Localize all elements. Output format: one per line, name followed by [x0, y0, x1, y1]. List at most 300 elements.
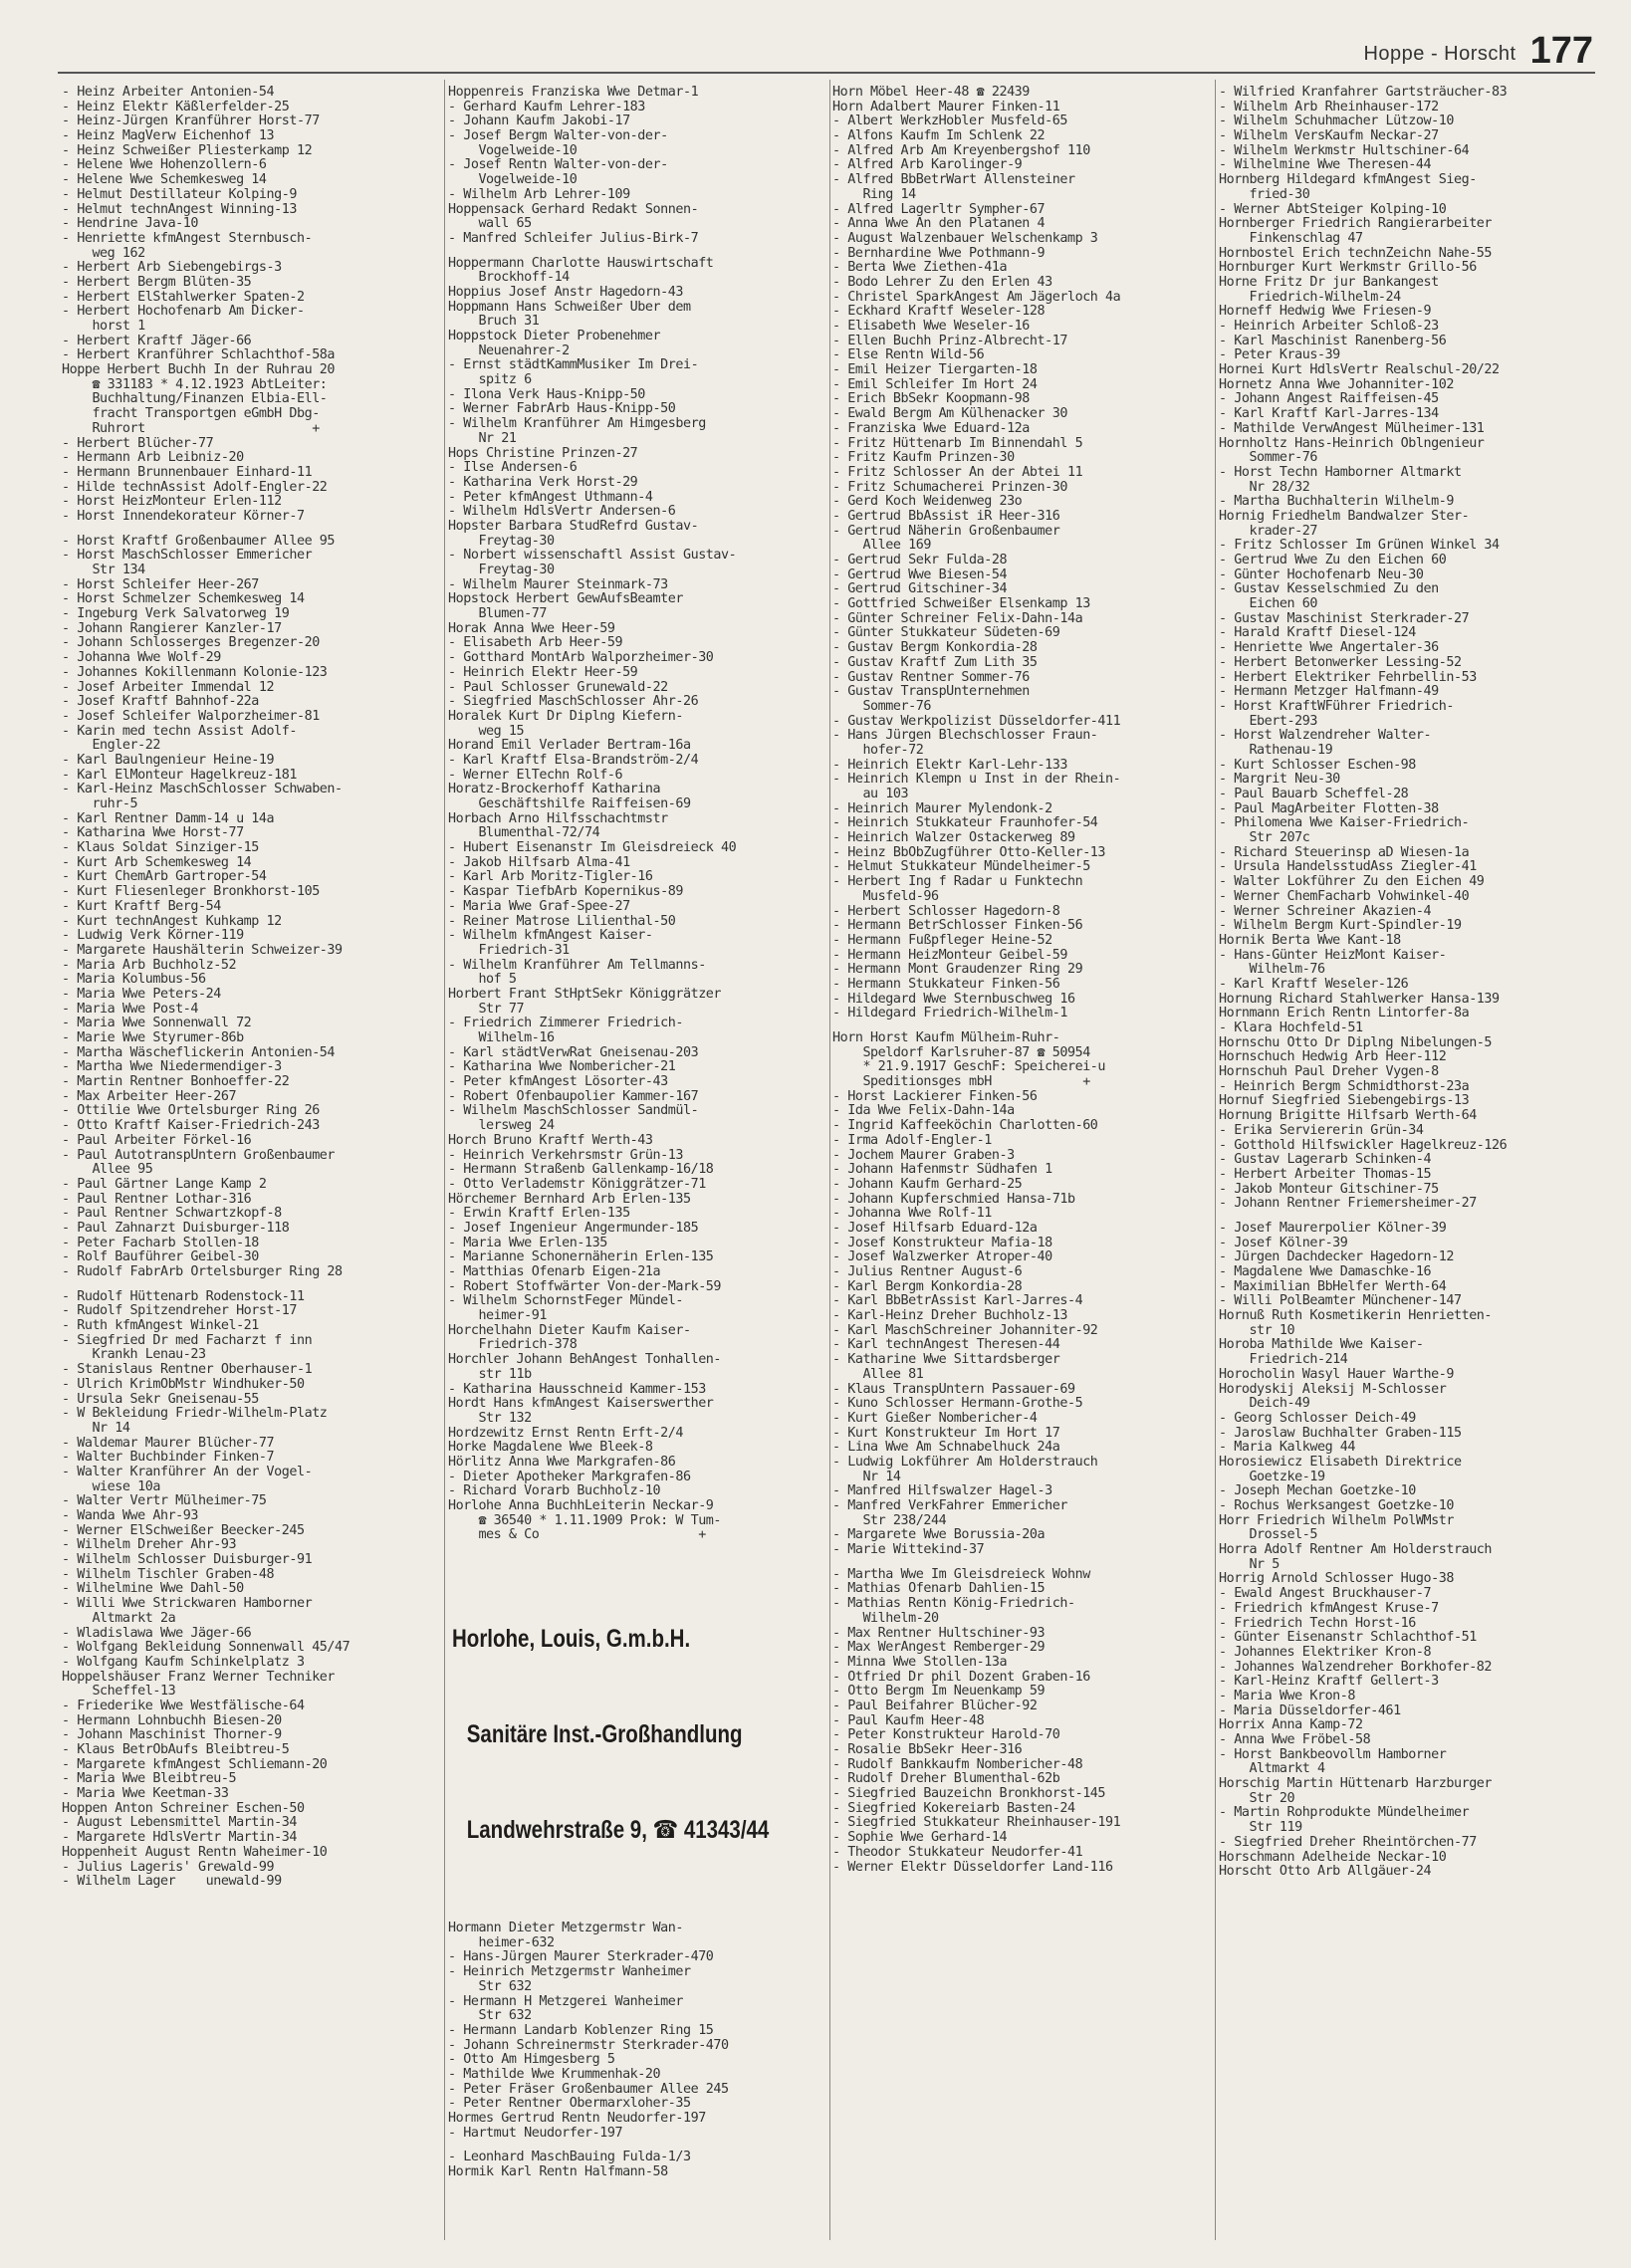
- directory-entry-line: Hornung Brigitte Hilfsarb Werth-64: [1219, 1109, 1477, 1124]
- directory-entry-line: - Herbert Bergm Blüten-35: [62, 275, 252, 290]
- directory-entry-line: - Wilhelm MaschSchlosser Sandmül-: [448, 1104, 699, 1119]
- directory-entry-line: - Minna Wwe Stollen-13a: [832, 1655, 1008, 1670]
- column-divider: [444, 80, 445, 2240]
- directory-entry-line: - Otto Bergm Im Neuenkamp 59: [832, 1685, 1046, 1700]
- directory-entry-line: - Franziska Wwe Eduard-12a: [832, 421, 1030, 436]
- directory-entry-line: lersweg 24: [448, 1119, 555, 1134]
- directory-entry-line: - Bernhardine Wwe Pothmann-9: [832, 246, 1046, 261]
- directory-entry-line: - Johann Rangierer Kanzler-17: [62, 621, 282, 636]
- directory-entry-line: - Kuno Schlosser Hermann-Grothe-5: [832, 1397, 1083, 1412]
- directory-entry-line: Ruhrort +: [62, 421, 320, 436]
- directory-entry-line: - Johanna Wwe Rolf-11: [832, 1207, 992, 1222]
- directory-entry-line: - Heinrich Elektr Heer-59: [448, 665, 638, 680]
- section-gap: [448, 247, 826, 257]
- directory-entry-line: - Herbert Betonwerker Lessing-52: [1219, 655, 1462, 670]
- directory-entry-line: - Wolfgang Bekleidung Sonnenwall 45/47: [62, 1641, 350, 1656]
- directory-entry-line: - Josef Bergm Walter-von-der-: [448, 129, 668, 144]
- directory-entry-line: - Hermann Mont Graudenzer Ring 29: [832, 963, 1083, 978]
- directory-entry-line: Hoppenreis Franziska Wwe Detmar-1: [448, 86, 699, 100]
- directory-entry-line: - Fritz Schumacherei Prinzen-30: [832, 480, 1067, 495]
- directory-entry-line: - Albert WerkzHobler Musfeld-65: [832, 114, 1067, 129]
- directory-entry-line: - Horst Kraftf Großenbaumer Allee 95: [62, 534, 336, 549]
- directory-entry-line: hof 5: [448, 973, 517, 988]
- directory-entry-line: - Heinz MagVerw Eichenhof 13: [62, 129, 275, 144]
- directory-entry-line: Brockhoff-14: [448, 271, 570, 286]
- directory-entry-line: - Richard Steuerinsp aD Wiesen-1a: [1219, 845, 1470, 860]
- directory-entry-line: - Emil Heizer Tiergarten-18: [832, 363, 1038, 378]
- column-divider: [1215, 80, 1216, 2240]
- directory-entry-line: - Emil Schleifer Im Hort 24: [832, 377, 1038, 392]
- directory-entry-line: - Jochem Maurer Graben-3: [832, 1148, 1015, 1163]
- directory-entry-line: - Alfred BbBetrWart Allensteiner: [832, 173, 1075, 188]
- directory-entry-line: - Heinrich Arbeiter Schloß-23: [1219, 320, 1439, 334]
- directory-entry-line: - Johann Angest Raiffeisen-45: [1219, 392, 1439, 407]
- directory-entry-line: - Paul Schlosser Grunewald-22: [448, 680, 668, 695]
- directory-entry-line: - Hilde technAssist Adolf-Engler-22: [62, 480, 328, 495]
- directory-entry-line: Horbert Frant StHptSekr Königgrätzer: [448, 987, 722, 1002]
- directory-entry-line: - Theodor Stukkateur Neudorfer-41: [832, 1845, 1083, 1860]
- directory-entry-line: Str 632: [448, 1979, 532, 1994]
- directory-entry-line: - Julius Rentner August-6: [832, 1265, 1023, 1279]
- directory-entry-line: Hornbostel Erich technZeichn Nahe-55: [1219, 246, 1493, 261]
- directory-entry-line: Horoba Mathilde Wwe Kaiser-: [1219, 1338, 1424, 1353]
- directory-entry-line: - Gustav Werkpolizist Düsseldorfer-411: [832, 714, 1121, 729]
- directory-entry-line: - Johannes Kokillenmann Kolonie-123: [62, 665, 328, 680]
- directory-entry-line: - Peter kfmAngest Lösorter-43: [448, 1075, 668, 1090]
- directory-entry-line: Krankh Lenau-23: [62, 1348, 206, 1363]
- directory-entry-line: - Wilhelm Schuhmacher Lützow-10: [1219, 114, 1454, 129]
- directory-entry-line: - Werner ChemFacharb Vohwinkel-40: [1219, 889, 1470, 904]
- directory-entry-line: - Dieter Apotheker Markgrafen-86: [448, 1470, 691, 1484]
- directory-entry-line: - Klaus Soldat Sinziger-15: [62, 841, 259, 856]
- directory-entry-line: - Maria Wwe Peters-24: [62, 987, 221, 1002]
- directory-entry-line: - Wilhelmine Wwe Dahl-50: [62, 1582, 244, 1597]
- directory-entry-line: - Gerd Koch Weidenweg 23o: [832, 495, 1023, 510]
- column-3: [832, 86, 1213, 2246]
- directory-entry-line: Nr 5: [1219, 1557, 1280, 1572]
- directory-entry-line: - Hendrine Java-10: [62, 217, 199, 232]
- directory-entry-line: Str 632: [448, 2009, 532, 2024]
- directory-entry-line: Str 20: [1219, 1791, 1295, 1806]
- directory-entry-line: fracht Transportgen eGmbH Dbg-: [62, 407, 320, 422]
- directory-entry-line: - Horst Techn Hamborner Altmarkt: [1219, 465, 1462, 480]
- directory-entry-line: - Herbert ElStahlwerker Spaten-2: [62, 290, 305, 305]
- directory-entry-line: - Marianne Schonernäherin Erlen-135: [448, 1250, 714, 1265]
- directory-entry-line: - Günter Hochofenarb Neu-30: [1219, 567, 1424, 582]
- directory-entry-line: - Marie Wwe Styrumer-86b: [62, 1031, 244, 1045]
- directory-entry-line: - Josef Konstrukteur Mafia-18: [832, 1236, 1052, 1250]
- directory-entry-line: - Maria Wwe Post-4: [62, 1002, 199, 1017]
- directory-entry-line: - Ernst städtKammMusiker Im Drei-: [448, 358, 699, 373]
- directory-entry-line: - Fritz Schlosser Im Grünen Winkel 34: [1219, 539, 1500, 554]
- company-advertisement: [452, 1557, 826, 1912]
- directory-entry-line: - Paul MagArbeiter Flotten-38: [1219, 801, 1439, 816]
- directory-entry-line: Hoppermann Charlotte Hauswirtschaft: [448, 256, 714, 271]
- directory-entry-line: Hoppe Herbert Buchh In der Ruhrau 20: [62, 363, 336, 378]
- directory-entry-line: - Anna Wwe Fröbel-58: [1219, 1733, 1371, 1747]
- directory-entry-line: Nr 28/32: [1219, 480, 1310, 495]
- directory-entry-line: - Hermann BetrSchlosser Finken-56: [832, 919, 1083, 934]
- directory-entry-line: - Max Rentner Hultschiner-93: [832, 1626, 1046, 1641]
- directory-entry-line: - Gustav Lagerarb Schinken-4: [1219, 1153, 1432, 1168]
- directory-entry-line: Hornetz Anna Wwe Johanniter-102: [1219, 377, 1454, 392]
- directory-entry-line: Horand Emil Verlader Bertram-16a: [448, 739, 691, 754]
- directory-entry-line: - Heinrich Klempn u Inst in der Rhein-: [832, 773, 1121, 788]
- directory-entry-line: - Gotthold Hilfswickler Hagelkreuz-126: [1219, 1138, 1508, 1153]
- header-rule: [58, 72, 1595, 74]
- directory-entry-line: - Herbert Kraftf Jäger-66: [62, 334, 252, 348]
- directory-entry-line: - Paul Gärtner Lange Kamp 2: [62, 1177, 267, 1192]
- directory-entry-line: - Berta Wwe Ziethen-41a: [832, 261, 1008, 276]
- directory-entry-line: - Manfred VerkFahrer Emmericher: [832, 1499, 1067, 1513]
- directory-entry-line: - Harald Kraftf Diesel-124: [1219, 626, 1416, 641]
- directory-entry-line: - Ursula HandelsstudAss Ziegler-41: [1219, 860, 1477, 875]
- directory-entry-line: - Martin Rentner Bonhoeffer-22: [62, 1075, 290, 1090]
- directory-entry-line: - Ilona Verk Haus-Knipp-50: [448, 387, 645, 402]
- directory-entry-line: - Karl Kraftf Karl-Jarres-134: [1219, 407, 1439, 422]
- directory-entry-line: - Paul Bauarb Scheffel-28: [1219, 788, 1409, 801]
- directory-entry-line: - Paul Kaufm Heer-48: [832, 1713, 985, 1728]
- directory-entry-line: - Ursula Sekr Gneisenau-55: [62, 1392, 259, 1407]
- column-1: [62, 86, 442, 2246]
- directory-entry-line: - Johann Hafenmstr Südhafen 1: [832, 1163, 1052, 1178]
- directory-entry-line: - Kurt Fliesenleger Bronkhorst-105: [62, 885, 320, 900]
- directory-entry-line: - Jaroslaw Buchhalter Graben-115: [1219, 1426, 1462, 1441]
- directory-entry-line: - Gertrud BbAssist iR Heer-316: [832, 509, 1060, 524]
- directory-entry-line: Hornei Kurt HdlsVertr Realschul-20/22: [1219, 363, 1500, 378]
- directory-entry-line: - Fritz Hüttenarb Im Binnendahl 5: [832, 436, 1083, 451]
- directory-entry-line: - Johann Rentner Friemersheimer-27: [1219, 1197, 1477, 1212]
- directory-entry-line: - Katharina Wwe Horst-77: [62, 826, 244, 841]
- directory-entry-line: Hornuf Siegfried Siebengebirgs-13: [1219, 1094, 1470, 1109]
- directory-entry-line: - Paul AutotranspUntern Großenbaumer: [62, 1148, 336, 1163]
- directory-entry-line: - Ida Wwe Felix-Dahn-14a: [832, 1104, 1015, 1119]
- directory-entry-line: Musfeld-96: [832, 889, 939, 904]
- directory-entry-line: ruhr-5: [62, 797, 138, 811]
- directory-entry-line: str 11b: [448, 1367, 532, 1382]
- directory-entry-line: weg 15: [448, 724, 525, 739]
- directory-entry-line: - Willi Wwe Strickwaren Hamborner: [62, 1597, 313, 1612]
- directory-entry-line: Horak Anna Wwe Heer-59: [448, 621, 615, 636]
- directory-entry-line: - Richard Vorarb Buchholz-10: [448, 1484, 661, 1499]
- directory-entry-line: - Werner Schreiner Akazien-4: [1219, 904, 1432, 919]
- directory-entry-line: - Otfried Dr phil Dozent Graben-16: [832, 1670, 1090, 1685]
- directory-entry-line: spitz 6: [448, 373, 532, 388]
- directory-entry-line: weg 162: [62, 246, 145, 261]
- directory-entry-line: - Wilhelm Dreher Ahr-93: [62, 1538, 237, 1553]
- directory-entry-line: - Norbert wissenschaftl Assist Gustav-: [448, 549, 737, 564]
- directory-entry-line: wiese 10a: [62, 1479, 160, 1494]
- directory-entry-line: - Jakob Monteur Gitschiner-75: [1219, 1182, 1439, 1197]
- directory-entry-line: - Ruth kfmAngest Winkel-21: [62, 1319, 259, 1334]
- directory-entry-line: - Rudolf Dreher Blumenthal-62b: [832, 1772, 1060, 1787]
- directory-entry-line: - Leonhard MaschBauing Fulda-1/3: [448, 2151, 691, 2165]
- directory-entry-line: - Rolf Bauführer Geibel-30: [62, 1250, 259, 1265]
- directory-entry-line: - Erwin Kraftf Erlen-135: [448, 1207, 630, 1222]
- directory-entry-line: - Katharina Hausschneid Kammer-153: [448, 1382, 706, 1397]
- directory-entry-line: Str 238/244: [832, 1513, 947, 1528]
- directory-entry-line: - Otto Kraftf Kaiser-Friedrich-243: [62, 1119, 320, 1134]
- directory-entry-line: - Helene Wwe Schemkesweg 14: [62, 173, 267, 188]
- directory-entry-line: Ebert-293: [1219, 714, 1317, 729]
- directory-entry-line: - Horst Innendekorateur Körner-7: [62, 509, 305, 524]
- directory-entry-line: - Siegfried Dreher Rheintörchen-77: [1219, 1835, 1477, 1850]
- directory-entry-line: heimer-91: [448, 1309, 547, 1324]
- directory-entry-line: - Peter Kraus-39: [1219, 348, 1340, 363]
- directory-entry-line: - Hermann H Metzgerei Wanheimer: [448, 1994, 683, 2009]
- directory-entry-line: - Peter kfmAngest Uthmann-4: [448, 490, 653, 505]
- directory-entry-line: - Rosalie BbSekr Heer-316: [832, 1743, 1023, 1757]
- directory-entry-line: - Robert Ofenbaupolier Kammer-167: [448, 1089, 699, 1104]
- directory-entry-line: - Karl Kraftf Weseler-126: [1219, 977, 1409, 992]
- directory-entry-line: - Wilhelm Lager unewald-99: [62, 1875, 282, 1890]
- directory-entry-line: - Mathias Rentn König-Friedrich-: [832, 1597, 1075, 1612]
- directory-entry-line: - Gustav Rentner Sommer-76: [832, 670, 1030, 685]
- directory-entry-line: - Gertrud Wwe Zu den Eichen 60: [1219, 554, 1447, 567]
- directory-entry-line: Hornschuh Paul Dreher Vygen-8: [1219, 1065, 1439, 1080]
- directory-entry-line: - Max Arbeiter Heer-267: [62, 1089, 237, 1104]
- directory-entry-line: - Horst HeizMonteur Erlen-112: [62, 495, 282, 510]
- directory-entry-line: - Mathilde Wwe Krummenhak-20: [448, 2067, 661, 2082]
- directory-entry-line: - Karl Baulngenieur Heine-19: [62, 753, 275, 768]
- directory-entry-line: - Johann Schreinermstr Sterkrader-470: [448, 2038, 729, 2053]
- directory-entry-line: - Karl BbBetrAssist Karl-Jarres-4: [832, 1294, 1083, 1309]
- directory-entry-line: - Karl Maschinist Ranenberg-56: [1219, 334, 1447, 348]
- directory-entry-line: - Sophie Wwe Gerhard-14: [832, 1831, 1008, 1846]
- directory-entry-line: - Ewald Angest Bruckhauser-7: [1219, 1587, 1432, 1602]
- directory-entry-line: - August Walzenbauer Welschenkamp 3: [832, 231, 1098, 246]
- directory-entry-line: - Josef Ingenieur Angermunder-185: [448, 1221, 699, 1236]
- directory-entry-line: - Robert Stoffwärter Von-der-Mark-59: [448, 1279, 722, 1294]
- directory-entry-line: - Reiner Matrose Lilienthal-50: [448, 914, 676, 929]
- directory-entry-line: - Philomena Wwe Kaiser-Friedrich-: [1219, 816, 1470, 831]
- directory-entry-line: - Horst Lackierer Finken-56: [832, 1089, 1038, 1104]
- directory-entry-line: - Rudolf Hüttenarb Rodenstock-11: [62, 1289, 305, 1304]
- directory-entry-line: - Waldemar Maurer Blücher-77: [62, 1436, 275, 1451]
- directory-entry-line: - Martha Wwe Im Gleisdreieck Wohnw: [832, 1567, 1090, 1582]
- directory-entry-line: Hornik Berta Wwe Kant-18: [1219, 933, 1401, 948]
- section-gap: [448, 2141, 826, 2151]
- directory-entry-line: Horn Horst Kaufm Mülheim-Ruhr-: [832, 1031, 1060, 1045]
- directory-entry-line: - Margrit Neu-30: [1219, 773, 1340, 788]
- directory-entry-line: - Gotthard MontArb Walporzheimer-30: [448, 651, 714, 666]
- directory-entry-line: - Hermann Landarb Koblenzer Ring 15: [448, 2023, 714, 2038]
- directory-entry-line: Horschmann Adelheide Neckar-10: [1219, 1850, 1447, 1865]
- directory-entry-line: - Johann Kaufm Jakobi-17: [448, 114, 630, 129]
- directory-entry-line: - Wladislawa Wwe Jäger-66: [62, 1626, 252, 1641]
- directory-entry-line: - Johann Kaufm Gerhard-25: [832, 1177, 1023, 1192]
- directory-entry-line: - Alfred Arb Am Kreyenbergshof 110: [832, 143, 1090, 158]
- directory-entry-line: - Kurt Schlosser Eschen-98: [1219, 758, 1416, 773]
- directory-entry-line: au 103: [832, 788, 909, 801]
- directory-entry-line: - Hildegard Wwe Sternbuschweg 16: [832, 992, 1075, 1007]
- directory-entry-line: - Erich BbSekr Koopmann-98: [832, 392, 1030, 407]
- directory-entry-line: Friedrich-214: [1219, 1353, 1348, 1368]
- directory-entry-line: Friedrich-378: [448, 1338, 578, 1353]
- directory-entry-line: - Karl ElMonteur Hagelkreuz-181: [62, 768, 297, 783]
- directory-entry-line: - Herbert Blücher-77: [62, 436, 214, 451]
- directory-entry-line: - Margarete kfmAngest Schliemann-20: [62, 1757, 328, 1772]
- directory-entry-line: Wilhelm-16: [448, 1031, 555, 1045]
- directory-entry-line: - Maria Wwe Erlen-135: [448, 1236, 607, 1250]
- directory-entry-line: - Alfred Lagerltr Sympher-67: [832, 202, 1046, 217]
- directory-entry-line: - Horst Schmelzer Schemkesweg 14: [62, 592, 305, 607]
- directory-entry-line: - Klaus TranspUntern Passauer-69: [832, 1382, 1075, 1397]
- directory-entry-line: - Johann Schlosserges Bregenzer-20: [62, 636, 320, 651]
- directory-entry-line: - Herbert Kranführer Schlachthof-58a: [62, 348, 336, 363]
- directory-entry-line: - Paul Rentner Schwartzkopf-8: [62, 1207, 282, 1222]
- directory-entry-line: Hornmann Erich Rentn Lintorfer-8a: [1219, 1007, 1470, 1021]
- directory-entry-line: fried-30: [1219, 187, 1310, 202]
- directory-entry-line: - Werner Elektr Düsseldorfer Land-116: [832, 1860, 1113, 1875]
- directory-entry-line: - Matthias Ofenarb Eigen-21a: [448, 1265, 661, 1279]
- directory-entry-line: - Anna Wwe An den Platanen 4: [832, 217, 1046, 232]
- directory-entry-line: Wilhelm-20: [832, 1611, 939, 1626]
- directory-entry-line: - Horst Schleifer Heer-267: [62, 577, 259, 592]
- directory-entry-line: - Herbert Schlosser Hagedorn-8: [832, 904, 1060, 919]
- directory-entry-line: - Irma Adolf-Engler-1: [832, 1133, 992, 1148]
- directory-entry-line: - Bodo Lehrer Zu den Erlen 43: [832, 275, 1052, 290]
- directory-entry-line: Bruch 31: [448, 315, 540, 330]
- directory-entry-line: Hornburger Kurt Werkmstr Grillo-56: [1219, 261, 1477, 276]
- directory-entry-line: Horlohe Anna BuchhLeiterin Neckar-9: [448, 1499, 714, 1513]
- directory-entry-line: - Josef Kraftf Bahnhof-22a: [62, 695, 259, 710]
- directory-entry-line: - Maximilian BbHelfer Werth-64: [1219, 1279, 1447, 1294]
- directory-entry-line: - Rudolf Bankkaufm Nombericher-48: [832, 1757, 1083, 1772]
- directory-entry-line: - Paul Beifahrer Blücher-92: [832, 1699, 1038, 1713]
- directory-entry-line: - Horst MaschSchlosser Emmericher: [62, 549, 313, 564]
- directory-entry-line: - Else Rentn Wild-56: [832, 348, 985, 363]
- directory-entry-line: - Hermann Lohnbuchh Biesen-20: [62, 1713, 282, 1728]
- directory-entry-line: - Henriette kfmAngest Sternbusch-: [62, 231, 313, 246]
- directory-entry-line: - Klara Hochfeld-51: [1219, 1021, 1363, 1035]
- directory-entry-line: - Werner ElTechn Rolf-6: [448, 768, 623, 783]
- directory-entry-line: - Hans Jürgen Blechschlosser Fraun-: [832, 729, 1098, 744]
- directory-entry-line: Horosiewicz Elisabeth Direktrice: [1219, 1455, 1462, 1470]
- section-gap: [832, 1558, 1213, 1568]
- directory-entry-line: Horne Fritz Dr jur Bankangest: [1219, 275, 1439, 290]
- directory-entry-line: Vogelweide-10: [448, 143, 578, 158]
- directory-entry-line: Hoppensack Gerhard Redakt Sonnen-: [448, 202, 699, 217]
- directory-entry-line: - Wilhelm kfmAngest Kaiser-: [448, 929, 653, 944]
- directory-entry-line: - Wilhelm SchornstFeger Mündel-: [448, 1294, 683, 1309]
- directory-entry-line: - Maria Düsseldorfer-461: [1219, 1703, 1401, 1718]
- directory-entry-line: - Fritz Kaufm Prinzen-30: [832, 451, 1015, 466]
- directory-entry-line: - Horst Bankbeovollm Hamborner: [1219, 1747, 1447, 1762]
- directory-entry-line: mes & Co +: [448, 1528, 706, 1543]
- directory-entry-line: Vogelweide-10: [448, 173, 578, 188]
- directory-entry-line: Hoppmann Hans Schweißer Über dem: [448, 300, 691, 315]
- directory-entry-line: - Siegfried Kokereiarb Basten-24: [832, 1801, 1075, 1816]
- directory-entry-line: - Gustav TranspUnternehmen: [832, 685, 1030, 700]
- directory-entry-line: - Heinrich Stukkateur Fraunhofer-54: [832, 816, 1098, 831]
- directory-entry-line: Str 207c: [1219, 831, 1310, 846]
- directory-entry-line: - Josef Schleifer Walporzheimer-81: [62, 709, 320, 724]
- directory-entry-line: - Wilhelm Werkmstr Hultschiner-64: [1219, 143, 1470, 158]
- directory-entry-line: Hornschu Otto Dr Diplng Nibelungen-5: [1219, 1035, 1493, 1050]
- directory-entry-line: ☎ 36540 * 1.11.1909 Prok: W Tum-: [448, 1513, 722, 1528]
- directory-entry-line: Geschäftshilfe Raiffeisen-69: [448, 797, 691, 811]
- directory-entry-line: Rathenau-19: [1219, 743, 1333, 758]
- directory-entry-line: - Werner AbtSteiger Kolping-10: [1219, 202, 1447, 217]
- directory-entry-line: - Ottilie Wwe Ortelsburger Ring 26: [62, 1104, 320, 1119]
- directory-entry-line: - Otto Verlademstr Königgrätzer-71: [448, 1177, 706, 1192]
- directory-entry-line: - Ingeburg Verk Salvatorweg 19: [62, 607, 290, 622]
- directory-entry-line: Horchler Johann BehAngest Tonhallen-: [448, 1353, 722, 1368]
- directory-entry-line: - Wilhelm Bergm Kurt-Spindler-19: [1219, 919, 1462, 934]
- directory-entry-line: - Georg Schlosser Deich-49: [1219, 1411, 1416, 1426]
- directory-entry-line: Str 77: [448, 1002, 525, 1017]
- directory-entry-line: str 10: [1219, 1323, 1295, 1338]
- directory-entry-line: - Gottfried Schweißer Elsenkamp 13: [832, 597, 1090, 612]
- directory-entry-line: - Heinrich Metzgermstr Wanheimer: [448, 1965, 691, 1980]
- directory-entry-line: - Joseph Mechan Goetzke-10: [1219, 1484, 1416, 1499]
- directory-entry-line: Hoppelshäuser Franz Werner Techniker: [62, 1670, 336, 1685]
- directory-entry-line: Horrix Anna Kamp-72: [1219, 1718, 1363, 1733]
- directory-entry-line: - August Lebensmittel Martin-34: [62, 1816, 297, 1831]
- directory-entry-line: - Josef Maurerpolier Kölner-39: [1219, 1221, 1447, 1236]
- directory-entry-line: Horchelhahn Dieter Kaufm Kaiser-: [448, 1323, 691, 1338]
- directory-entry-line: - Peter Rentner Obermarxloher-35: [448, 2097, 691, 2112]
- directory-entry-line: - Wilhelm Maurer Steinmark-73: [448, 577, 668, 592]
- directory-entry-line: - Martha Buchhalterin Wilhelm-9: [1219, 495, 1454, 510]
- directory-entry-line: - Wilhelm Arb Rheinhauser-172: [1219, 100, 1439, 114]
- directory-entry-line: - Wilhelm Arb Lehrer-109: [448, 187, 630, 202]
- directory-entry-line: - Wilhelm Tischler Graben-48: [62, 1567, 275, 1582]
- directory-entry-line: Finkenschlag 47: [1219, 231, 1363, 246]
- directory-entry-line: Horr Friedrich Wilhelm PolWMstr: [1219, 1513, 1454, 1528]
- directory-entry-line: - Peter Konstrukteur Harold-70: [832, 1728, 1060, 1743]
- section-gap: [832, 1021, 1213, 1031]
- directory-entry-line: - Katharina Wwe Nombericher-21: [448, 1060, 676, 1075]
- directory-entry-line: Drossel-5: [1219, 1528, 1317, 1543]
- directory-entry-line: - Rudolf FabrArb Ortelsburger Ring 28: [62, 1265, 343, 1279]
- directory-entry-line: - Heinrich Verkehrsmstr Grün-13: [448, 1148, 683, 1163]
- directory-entry-line: Nr 14: [832, 1470, 901, 1484]
- directory-entry-line: - Karl-Heinz MaschSchlosser Schwaben-: [62, 783, 343, 797]
- directory-entry-line: - Günter Schreiner Felix-Dahn-14a: [832, 611, 1083, 626]
- directory-entry-line: - Ellen Buchh Prinz-Albrecht-17: [832, 334, 1067, 348]
- directory-entry-line: Friedrich-Wilhelm-24: [1219, 290, 1401, 305]
- directory-entry-line: - Hubert Eisenanstr Im Gleisdreieck 40: [448, 841, 737, 856]
- directory-entry-line: - Josef Hilfsarb Eduard-12a: [832, 1221, 1038, 1236]
- directory-entry-line: - Herbert Arb Siebengebirgs-3: [62, 261, 282, 276]
- directory-entry-line: Hopster Barbara StudRefrd Gustav-: [448, 519, 699, 534]
- directory-entry-line: - Josef Walzwerker Atroper-40: [832, 1250, 1052, 1265]
- directory-entry-line: - Karin med techn Assist Adolf-: [62, 724, 297, 739]
- directory-entry-line: - Günter Stukkateur Südeten-69: [832, 626, 1060, 641]
- directory-entry-line: - Kaspar TiefbArb Kopernikus-89: [448, 885, 683, 900]
- directory-entry-line: - Johannes Walzendreher Borkhofer-82: [1219, 1660, 1493, 1675]
- directory-entry-line: - Wilhelmine Wwe Theresen-44: [1219, 158, 1432, 173]
- directory-entry-line: Deich-49: [1219, 1397, 1310, 1412]
- directory-entry-line: - Klaus BetrObAufs Bleibtreu-5: [62, 1743, 290, 1757]
- directory-entry-line: Eichen 60: [1219, 597, 1317, 612]
- directory-entry-line: Hormes Gertrud Rentn Neudorfer-197: [448, 2112, 706, 2126]
- directory-entry-line: krader-27: [1219, 524, 1317, 539]
- directory-entry-line: wall 65: [448, 217, 532, 232]
- page-header: [1363, 30, 1593, 70]
- directory-entry-line: - Kurt ChemArb Gartroper-54: [62, 870, 267, 885]
- directory-entry-line: Horatz-Brockerhoff Katharina: [448, 783, 661, 797]
- directory-entry-line: Hornholtz Hans-Heinrich Oblngenieur: [1219, 436, 1485, 451]
- directory-entry-line: - Katharina Verk Horst-29: [448, 475, 638, 490]
- directory-entry-line: - Hermann Straßenb Gallenkamp-16/18: [448, 1163, 714, 1178]
- directory-entry-line: Horch Bruno Kraftf Werth-43: [448, 1133, 653, 1148]
- directory-entry-line: - Maria Wwe Sonnenwall 72: [62, 1017, 252, 1031]
- directory-entry-line: - Hermann Fußpfleger Heine-52: [832, 933, 1052, 948]
- directory-entry-line: - Ewald Bergm Am Külhenacker 30: [832, 407, 1067, 422]
